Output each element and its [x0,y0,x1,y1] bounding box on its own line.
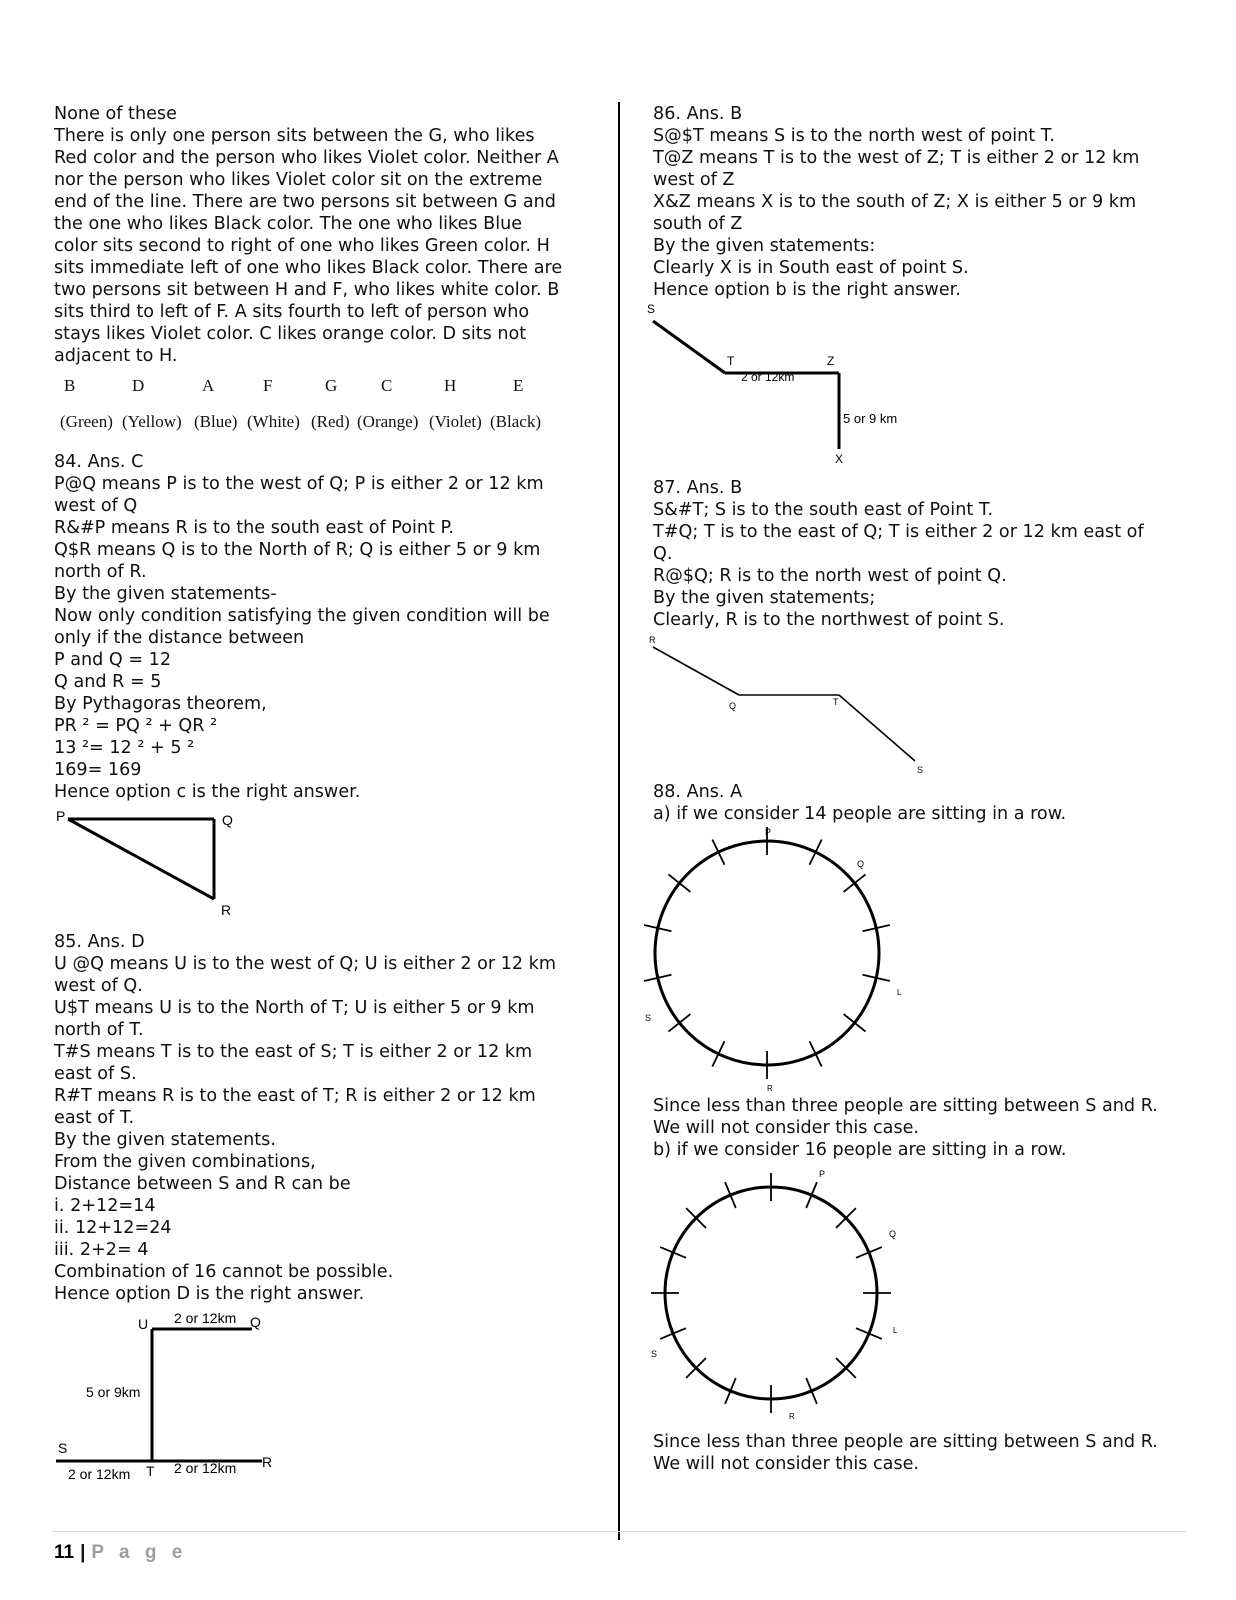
text-line: By the given statements; [653,588,876,608]
text-line: nor the person who likes Violet color sit on the extreme [54,170,543,190]
text-line: Now only condition satisfying the given condition will be [54,606,550,626]
text-line: R#T means R is to the east of T; R is either 2 or 12 km [54,1086,536,1106]
text-line: stays likes Violet color. C likes orange color. D sits not [54,324,527,344]
text-line: By Pythagoras theorem, [54,694,267,714]
arrangement-color: (Orange) [357,412,419,431]
path-diagram-86 [647,301,1213,477]
text-line: By the given statements: [653,236,876,256]
tz-distance: 2 or 12km [741,370,795,384]
text-line: Since less than three people are sitting between S and R. [653,1096,1158,1116]
seating-note-b [653,1431,1213,1475]
arrangement-color: (Violet) [429,412,482,431]
label-p: P [765,827,772,837]
text-line: only if the distance between [54,628,305,648]
text-line: b) if we consider 16 people are sitting in a row. [653,1140,1067,1160]
label-t: T [727,354,735,368]
text-line: T#S means T is to the east of S; T is either 2 or 12 km [54,1042,533,1062]
text-line: None of these [54,104,177,124]
st-distance: 2 or 12km [68,1466,131,1482]
answer-88 [653,781,1213,825]
path-diagram-85 [54,1305,594,1485]
text-line: 13 ²= 12 ² + 5 ² [54,738,195,758]
text-line: P@Q means P is to the west of Q; P is either 2 or 12 km [54,474,544,494]
label-r: R [649,635,656,645]
arrangement-color: (White) [247,412,300,431]
label-x: X [835,452,844,466]
text-line: T#Q; T is to the east of Q; T is either 2 or 12 km east of [653,522,1144,542]
text-line: 169= 169 [54,760,142,780]
footer-rule [52,1531,1186,1532]
seating-circle-outline [655,841,879,1065]
label-r: R [221,902,232,918]
text-line: adjacent to H. [54,346,178,366]
text-line: 88. Ans. A [653,782,743,802]
label-s: S [651,1349,658,1359]
arrangement-letter: F [263,376,273,395]
label-r: R [767,1084,773,1093]
text-line: R&#P means R is to the south east of Point P. [54,518,454,538]
text-line: Hence option D is the right answer. [54,1284,365,1304]
text-line: Hence option b is the right answer. [653,280,961,300]
label-l: L [893,1326,898,1335]
arrangement-color: (Yellow) [122,412,182,431]
answer-86 [653,103,1213,301]
text-line: sits third to left of F. A sits fourth to left of person who [54,302,530,322]
text-line: Q and R = 5 [54,672,162,692]
text-line: X&Z means X is to the south of Z; X is either 5 or 9 km [653,192,1137,212]
text-line: 87. Ans. B [653,478,743,498]
text-line: north of T. [54,1020,144,1040]
text-line: P and Q = 12 [54,650,172,670]
seating-circle-16 [653,1161,1213,1431]
page-word: P a g e [91,1542,188,1563]
text-line: Distance between S and R can be [54,1174,351,1194]
text-line: color sits second to right of one who likes Green color. H [54,236,550,256]
arrangement-letter: H [444,376,457,395]
seat-tick [844,1014,866,1031]
seat-tick [844,874,866,891]
text-line: By the given statements- [54,584,277,604]
label-s: S [58,1440,68,1456]
label-q: Q [222,812,233,828]
label-p: P [56,808,66,824]
text-line: Since less than three people are sitting between S and R. [653,1432,1158,1452]
page-number: 11 [54,1542,75,1563]
arrangement-color: (Blue) [194,412,238,431]
text-line: two persons sit between H and F, who likes white color. B [54,280,560,300]
arrangement-letter: G [325,376,338,395]
arrangement-letter: B [64,376,76,395]
tr-distance: 2 or 12km [174,1460,237,1476]
text-line: west of Q [54,496,138,516]
label-q: Q [889,1229,897,1239]
seat-tick [810,839,822,864]
footer-separator: | [80,1542,86,1563]
text-line: west of Z [653,170,735,190]
rq-line [653,647,739,695]
st-line [653,321,725,373]
page-footer [54,1542,187,1564]
text-line: U$T means U is to the North of T; U is either 5 or 9 km [54,998,535,1018]
arrangement-letter: A [202,376,215,395]
label-s: S [645,1013,652,1023]
text-line: south of Z [653,214,743,234]
uq-distance: 2 or 12km [174,1310,237,1326]
text-line: iii. 2+2= 4 [54,1240,149,1260]
label-p: P [819,1169,826,1179]
text-line: Q$R means Q is to the North of R; Q is either 5 or 9 km [54,540,541,560]
label-u: U [138,1316,149,1332]
answer-84 [54,451,594,803]
text-line: east of T. [54,1108,135,1128]
arrangement-color: (Green) [60,412,113,431]
zx-distance: 5 or 9 km [843,411,898,426]
seat-tick [712,1041,724,1066]
right-column [645,103,1213,1475]
column-divider [618,102,620,1540]
answer-85 [54,931,594,1305]
seating-note-a [653,1095,1213,1161]
pr-line [68,819,214,899]
text-line: 84. Ans. C [54,452,144,472]
text-line: There is only one person sits between the G, who likes [54,126,535,146]
seat-tick [668,1014,690,1031]
label-z: Z [827,354,835,368]
text-line: north of R. [54,562,147,582]
text-line: Clearly X is in South east of point S. [653,258,969,278]
triangle-diagram-84 [54,803,594,931]
label-t: T [833,697,839,707]
text-line: We will not consider this case. [653,1454,920,1474]
text-line: Combination of 16 cannot be possible. [54,1262,394,1282]
label-q: Q [729,701,737,711]
text-line: Q. [653,544,673,564]
seating-circle-14 [645,825,1213,1095]
text-line: U @Q means U is to the west of Q; U is either 2 or 12 km [54,954,556,974]
label-t: T [146,1463,155,1479]
text-line: end of the line. There are two persons sit between G and [54,192,556,212]
text-line: 85. Ans. D [54,932,145,952]
text-line: east of S. [54,1064,137,1084]
label-s: S [647,302,656,316]
label-r: R [789,1412,795,1421]
seat-tick [810,1041,822,1066]
arrangement-letter: E [513,376,524,395]
text-line: By the given statements. [54,1130,276,1150]
arrangement-color: (Black) [490,412,541,431]
text-line: From the given combinations, [54,1152,316,1172]
path-diagram-87 [649,631,1213,781]
answer-87 [653,477,1213,631]
text-line: 86. Ans. B [653,104,743,124]
text-line: sits immediate left of one who likes Black color. There are [54,258,563,278]
arrangement-letter: C [381,376,393,395]
arrangement-letter: D [132,376,145,395]
label-q: Q [250,1314,261,1330]
text-line: a) if we consider 14 people are sitting in a row. [653,804,1067,824]
ts-line [839,695,915,761]
left-column [54,103,594,1485]
text-line: the one who likes Black color. The one who likes Blue [54,214,523,234]
seat-tick [668,874,690,891]
label-q: Q [857,859,865,869]
ut-distance: 5 or 9km [86,1384,141,1400]
text-line: S&#T; S is to the south east of Point T. [653,500,994,520]
text-line: PR ² = PQ ² + QR ² [54,716,218,736]
intro-text [54,103,594,367]
text-line: S@$T means S is to the north west of point T. [653,126,1056,146]
text-line: T@Z means T is to the west of Z; T is either 2 or 12 km [653,148,1140,168]
seat-tick [712,839,724,864]
text-line: Red color and the person who likes Violet color. Neither A [54,148,559,168]
text-line: Clearly, R is to the northwest of point S. [653,610,1005,630]
text-line: Hence option c is the right answer. [54,782,361,802]
text-line: R@$Q; R is to the north west of point Q. [653,566,1007,586]
label-r: R [262,1454,273,1470]
label-s: S [917,765,924,775]
arrangement-color: (Red) [311,412,350,431]
arrangement-table [54,367,594,431]
label-l: L [897,988,902,997]
text-line: We will not consider this case. [653,1118,920,1138]
text-line: ii. 12+12=24 [54,1218,172,1238]
text-line: west of Q. [54,976,143,996]
text-line: i. 2+12=14 [54,1196,156,1216]
